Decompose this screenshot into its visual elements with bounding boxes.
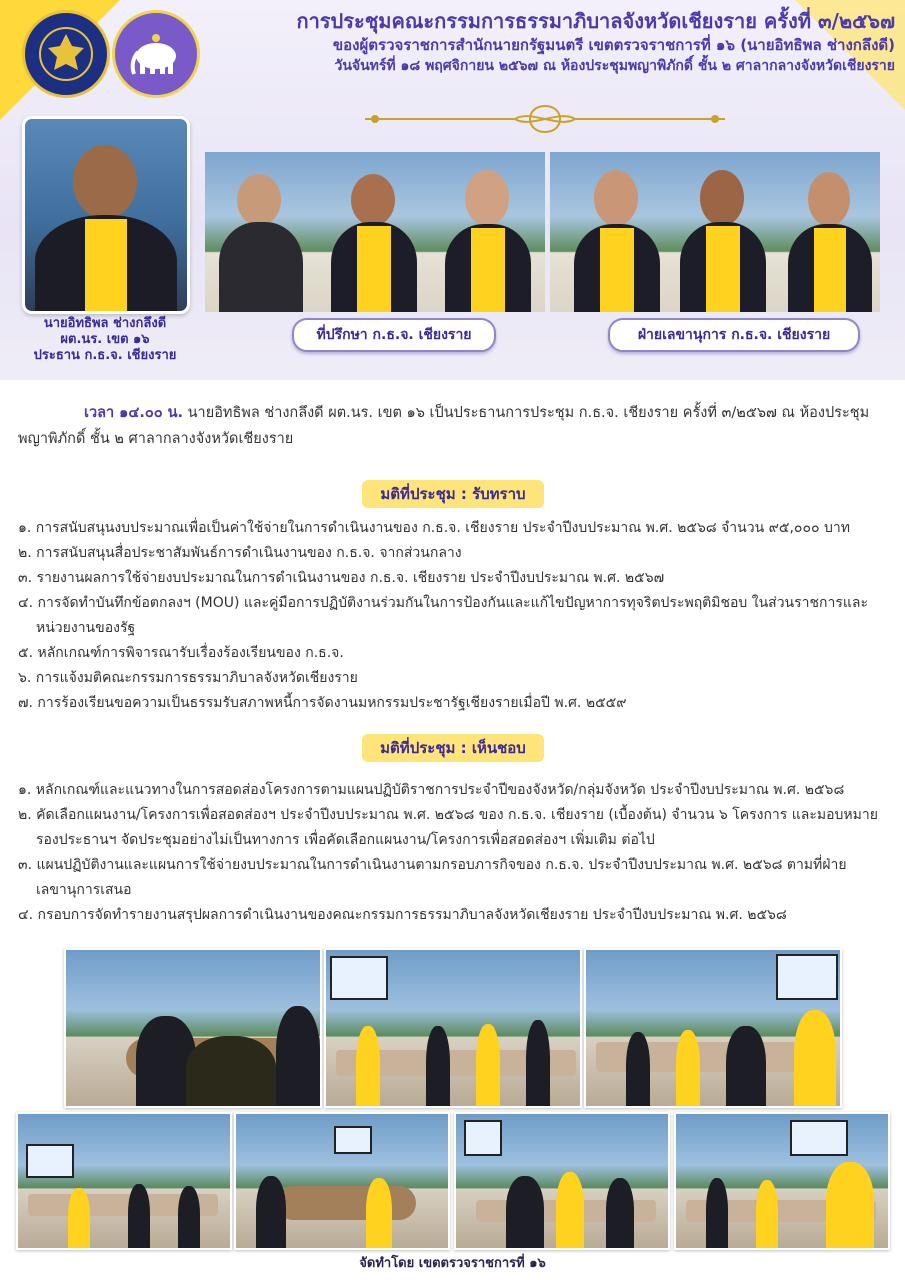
intro-text: นายอิทธิพล ช่างกลึงดี ผต.นร. เขต ๑๖ เป็นประธานการประชุม ก.ธ.จ. เชียงราย ครั้งที่ ๓/๒๕๖๗ ณ ห้องประชุมพญาพิภักดิ์ ชั้น ๒ ศาลากลางจังหวัดเชียงราย [18,405,870,447]
province-emblem [112,10,200,98]
advisors-photo [205,152,545,312]
list-item: ๒. คัดเลือกแผนงาน/โครงการเพื่อสอดส่องฯ ประจำปีงบประมาณ พ.ศ. ๒๕๖๘ ของ ก.ธ.จ. เชียงราย (เบื้องต้น) จำนวน ๖ โครงการ และมอบหมายรองประธานฯ จัดประชุมอย่างไม่เป็นทางการ เพื่อคัดเลือกแผนงาน/โครงการเพื่อสอดส่องฯ เพิ่มเติม ต่อไป [18,807,878,848]
meeting-time: เวลา ๑๔.๐๐ น. [84,405,184,421]
list-item: ๓. แผนปฏิบัติงานและแผนการใช้จ่ายงบประมาณในการดำเนินงานตามกรอบภารกิจของ ก.ธ.จ. ประจำปีงบประมาณ พ.ศ. ๒๕๖๘ ตามที่ฝ่ายเลขานุการเสนอ [18,857,847,898]
resolution-approved-label: มติที่ประชุม : เห็นชอบ [362,734,544,762]
meeting-photo [64,948,322,1108]
secretariat-photo [550,152,880,312]
chair-role: ประธาน ก.ธ.จ. เชียงราย [33,348,177,363]
advisors-label: ที่ปรึกษา ก.ธ.จ. เชียงราย [292,318,496,352]
header-banner [0,0,905,380]
ornament-divider-icon [365,104,725,134]
list-item: ๔. กรอบการจัดทำรายงานสรุปผลการดำเนินงานของคณะกรรมการธรรมาภิบาลจังหวัดเชียงราย ประจำปีงบประมาณ พ.ศ. ๒๕๖๘ [18,907,787,923]
list-item: ๑. การสนับสนุนงบประมาณเพื่อเป็นค่าใช้จ่ายในการดำเนินงานของ ก.ธ.จ. เชียงราย ประจำปีงบประมาณ พ.ศ. ๒๕๖๘ จำนวน ๙๕,๐๐๐ บาท [18,520,850,536]
chair-portrait-photo [22,116,190,314]
government-emblem [22,10,110,98]
meeting-photo [324,948,582,1108]
meeting-photo [234,1112,450,1250]
approved-list [18,778,898,928]
chair-caption [10,316,200,364]
list-item: ๗. การร้องเรียนขอความเป็นธรรมรับสภาพหนี้การจัดงานมหกรรมประชารัฐเชียงรายเมื่อปี พ.ศ. ๒๕๕๙ [18,695,627,711]
meeting-date-venue: วันจันทร์ที่ ๑๘ พฤศจิกายน ๒๕๖๗ ณ ห้องประชุมพญาพิภักดิ์ ชั้น ๒ ศาลากลางจังหวัดเชียงราย [334,58,895,74]
meeting-title: การประชุมคณะกรรมการธรรมาภิบาลจังหวัดเชียงราย ครั้งที่ ๓/๒๕๖๗ [296,9,895,33]
list-item: ๒. การสนับสนุนสื่อประชาสัมพันธ์การดำเนินงานของ ก.ธ.จ. จากส่วนกลาง [18,545,462,561]
chair-position: ผต.นร. เขต ๑๖ [60,332,150,347]
chair-name: นายอิทธิพล ช่างกลึงดี [43,316,167,331]
footer-credit: จัดทำโดย เขตตรวจราชการที่ ๑๖ [359,1256,546,1271]
secretariat-label: ฝ่ายเลขานุการ ก.ธ.จ. เชียงราย [608,318,860,352]
meeting-photo [454,1112,670,1250]
resolution-acknowledged-label: มติที่ประชุม : รับทราบ [362,480,544,508]
meeting-photo [584,948,842,1108]
list-item: ๖. การแจ้งมติคณะกรรมการธรรมาภิบาลจังหวัดเชียงราย [18,670,358,686]
elephant-icon [124,22,188,86]
intro-paragraph [18,400,890,452]
meeting-title-block [205,8,895,76]
meeting-photo [674,1112,890,1250]
acknowledged-list [18,516,898,716]
list-item: ๔. การจัดทำบันทึกข้อตกลงฯ (MOU) และคู่มือการปฏิบัติงานร่วมกันในการป้องกันและแก้ไขปัญหาการทุจริตประพฤติมิชอบ ในส่วนราชการและหน่วยงานของรัฐ [18,595,868,636]
list-item: ๑. หลักเกณฑ์และแนวทางในการสอดส่องโครงการตามแผนปฏิบัติราชการประจำปีของจังหวัด/กลุ่มจังหวัด ประจำปีงบประมาณ พ.ศ. ๒๕๖๘ [18,782,845,798]
meeting-subtitle: ของผู้ตรวจราชการสำนักนายกรัฐมนตรี เขตตรวจราชการที่ ๑๖ (นายอิทธิพล ช่างกลึงดี) [332,36,895,54]
list-item: ๕. หลักเกณฑ์การพิจารณารับเรื่องร้องเรียนของ ก.ธ.จ. [18,645,344,661]
garuda-emblem-icon [36,24,96,84]
meeting-photo [16,1112,232,1250]
list-item: ๓. รายงานผลการใช้จ่ายงบประมาณในการดำเนินงานของ ก.ธ.จ. เชียงราย ประจำปีงบประมาณ พ.ศ. ๒๕๖๗ [18,570,665,586]
